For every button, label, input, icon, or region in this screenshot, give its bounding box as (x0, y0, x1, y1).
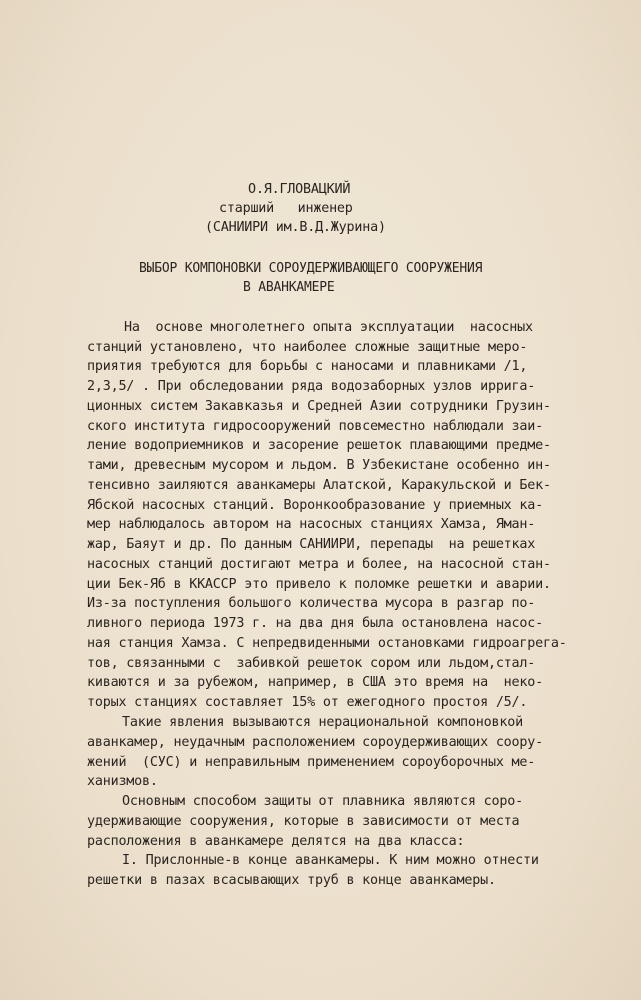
author-position: старший инженер (219, 201, 353, 216)
body-line: I. Прислонные-в конце аванкамеры. К ним можно отнести (122, 853, 539, 868)
body-line: мер наблюдалось автором на насосных станциях Хамза, Яман- (87, 517, 536, 532)
document-title-line-2: В АВАНКАМЕРЕ (243, 280, 335, 295)
body-line: ции Бек-Яб в ККАССР это привело к поломке решетки и аварии. (87, 577, 551, 592)
body-line: аванкамер, неудачным расположением сороудерживающих соору- (87, 735, 543, 750)
body-line: жар, Баяут и др. По данным САНИИРИ, перепады на решетках (87, 537, 536, 552)
body-line: ционных систем Закавказья и Средней Азии сотрудники Грузин- (87, 399, 551, 414)
body-line: насосных станций достигают метра и более, на насосной стан- (87, 557, 551, 572)
body-line: тенсивно заиляются аванкамеры Алатской, Каракульской и Бек- (87, 478, 551, 493)
body-line: ского института гидросооружений повсеместно наблюдали заи- (87, 419, 543, 434)
body-line: станций установлено, что наиболее сложные защитные меро- (87, 340, 528, 355)
body-line: Основным способом защиты от плавника являются соро- (122, 794, 523, 809)
body-line: торых станциях составляет 15% от ежегодного простоя /5/. (87, 695, 528, 710)
body-line: тами, древесным мусором и льдом. В Узбекистане особенно ин- (87, 458, 551, 473)
body-line: Из-за поступления большого количества мусора в разгар по- (87, 596, 536, 611)
body-line: ление водоприемников и засорение решеток плавающими предме- (87, 438, 551, 453)
body-line: расположения в аванкамере делятся на два класса: (87, 834, 465, 849)
body-line: Ябской насосных станций. Воронкообразование у приемных ка- (87, 498, 543, 513)
body-line: приятия требуются для борьбы с наносами и плавниками /1, (87, 359, 528, 374)
body-line: 2,3,5/ . При обследовании ряда водозаборных узлов ирригa- (87, 379, 536, 394)
body-line: тов, связанными с забивкой решеток сором или льдом,стал- (87, 656, 536, 671)
body-line: ханизмов. (87, 774, 158, 789)
author-name: О.Я.ГЛОВАЦКИЙ (248, 182, 351, 197)
body-line: удерживающие сооружения, которые в зависимости от места (87, 814, 520, 829)
body-line: На основе многолетнего опыта эксплуатации насосных (124, 320, 533, 335)
document-title-line-1: ВЫБОР КОМПОНОВКИ СОРОУДЕРЖИВАЮЩЕГО СООРУЖЕНИЯ (139, 261, 483, 276)
body-line: ная станция Хамза. С непредвиденными остановками гидроагрега- (87, 636, 567, 651)
body-line: решетки в пазах всасывающих труб в конце аванкамеры. (87, 873, 496, 888)
author-affiliation: (САНИИРИ им.В.Д.Журина) (205, 220, 386, 235)
body-line: киваются и за рубежом, например, в США это время на неко- (87, 675, 543, 690)
body-line: Такие явления вызываются нерациональной компоновкой (122, 715, 523, 730)
body-line: жений (СУС) и неправильным применением сороуборочных ме- (87, 755, 536, 770)
body-line: ливного периода 1973 г. на два дня была остановлена насос- (87, 616, 543, 631)
